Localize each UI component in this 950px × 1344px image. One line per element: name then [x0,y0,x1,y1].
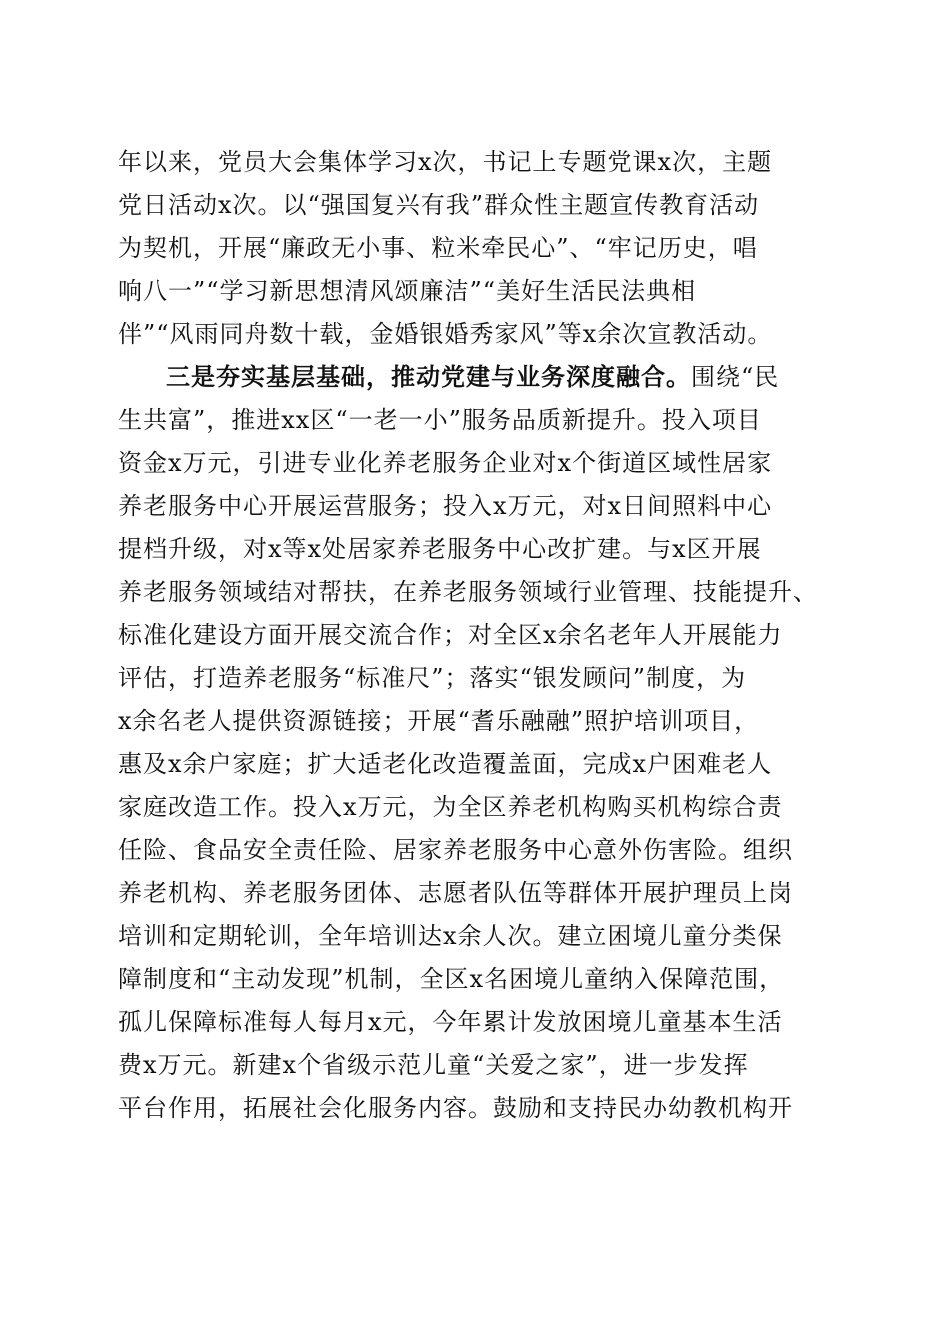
text-line-16: 家庭改造工作。投入x万元，为全区养老机构购买机构综合责 [118,793,783,821]
paragraph-3-heading: 三是夯实基层基础，推动党建与业务深度融合。 [166,362,691,391]
text-line-8: 资金x万元，引进专业化养老服务企业对x个街道区域性居家 [118,449,773,477]
text-line-23: 平台作用，拓展社会化服务内容。鼓励和支持民办幼教机构开 [118,1094,793,1122]
text-line-7: 生共富”，推进xx区“一老一小”服务品质新提升。投入项目 [118,406,762,434]
text-line-1: 年以来，党员大会集体学习x次，书记上专题党课x次，主题 [118,148,773,176]
text-line-9: 养老服务中心开展运营服务；投入x万元，对x日间照料中心 [118,492,773,520]
text-line-19: 培训和定期轮训，全年培训达x余人次。建立困境儿童分类保 [118,922,783,950]
text-line-14: x余名老人提供资源链接；开展“耆乐融融”照护培训项目， [118,707,760,735]
text-line-10: 提档升级，对x等x处居家养老服务中心改扩建。与x区开展 [118,535,762,563]
text-line-20: 障制度和“主动发现”机制，全区x名困境儿童纳入保障范围， [118,965,785,993]
text-line-11: 养老服务领域结对帮扶，在养老服务领域行业管理、技能提升、 [118,578,818,606]
text-line-2: 党日活动x次。以“强国复兴有我”群众性主题宣传教育活动 [118,191,760,219]
text-line-17: 任险、食品安全责任险、居家养老服务中心意外伤害险。组织 [118,836,793,864]
text-line-3: 为契机，开展“廉政无小事、粒米牵民心”、“牢记历史，唱 [118,234,758,262]
text-line-13: 评估，打造养老服务“标准尺”；落实“银发顾问”制度，为 [118,664,747,692]
paragraph-3-lead-text: 围绕“民 [691,363,780,391]
text-line-15: 惠及x余户家庭；扩大适老化改造覆盖面，完成x户困难老人 [118,750,773,778]
text-line-12: 标准化建设方面开展交流合作；对全区x余名老年人开展能力 [118,621,783,649]
text-line-22: 费x万元。新建x个省级示范儿童“关爱之家”，进一步发挥 [118,1051,749,1079]
paragraph-3-first-line [166,356,906,398]
text-line-21: 孤儿保障标准每人每月x元，今年累计发放困境儿童基本生活 [118,1008,783,1036]
text-line-18: 养老机构、养老服务团体、志愿者队伍等群体开展护理员上岗 [118,879,793,907]
text-line-4: 响八一”“学习新思想清风颂廉洁”“美好生活民法典相 [118,277,697,305]
text-line-5: 伴”“风雨同舟数十载，金婚银婚秀家风”等x余次宣教活动。 [118,320,773,348]
